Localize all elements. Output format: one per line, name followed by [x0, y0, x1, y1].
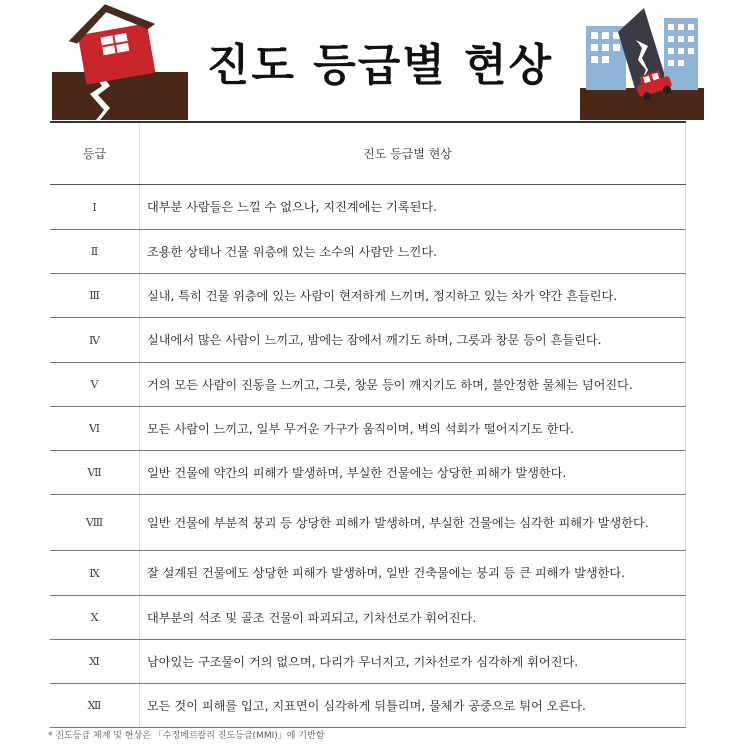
row-grade: Ⅺ — [50, 640, 140, 683]
row-grade: Ⅷ — [50, 495, 140, 550]
table-row — [50, 495, 686, 551]
row-description: 일반 건물에 약간의 피해가 발생하며, 부실한 건물에는 상당한 피해가 발생한다. — [140, 451, 686, 494]
header-description: 진도 등급별 현상 — [140, 123, 686, 184]
table-row — [50, 318, 686, 363]
row-description: 모든 것이 피해를 입고, 지표면이 심각하게 뒤틀리며, 물체가 공중으로 튀어 오른다. — [140, 684, 686, 727]
table-row — [50, 407, 686, 451]
table-row — [50, 640, 686, 684]
row-grade: Ⅹ — [50, 596, 140, 639]
intensity-table — [50, 121, 686, 728]
row-grade: Ⅰ — [50, 185, 140, 229]
collapsing-house-illustration — [50, 0, 190, 122]
row-grade: Ⅵ — [50, 407, 140, 450]
page-title: 진도 등급별 현상 — [206, 40, 554, 91]
table-row — [50, 230, 686, 274]
row-grade: Ⅻ — [50, 684, 140, 727]
table-row — [50, 684, 686, 728]
row-grade: Ⅲ — [50, 274, 140, 317]
table-row — [50, 363, 686, 407]
row-grade: Ⅶ — [50, 451, 140, 494]
row-description: 조용한 상태나 건물 위층에 있는 소수의 사람만 느낀다. — [140, 230, 686, 273]
table-row — [50, 551, 686, 596]
row-description: 잘 설계된 건물에도 상당한 피해가 발생하며, 일반 건축물에는 붕괴 등 큰 피해가 발생한다. — [140, 551, 686, 595]
row-description: 거의 모든 사람이 진동을 느끼고, 그릇, 창문 등이 깨지기도 하며, 불안정한 물체는 넘어진다. — [140, 363, 686, 406]
header-grade: 등급 — [50, 123, 140, 184]
row-description: 일반 건물에 부분적 붕괴 등 상당한 피해가 발생하며, 부실한 건물에는 심각한 피해가 발생한다. — [140, 495, 686, 550]
table-row — [50, 451, 686, 495]
row-description: 모든 사람이 느끼고, 일부 무거운 가구가 움직이며, 벽의 석회가 떨어지기도 한다. — [140, 407, 686, 450]
row-description: 대부분의 석조 및 골조 건물이 파괴되고, 기차선로가 휘어진다. — [140, 596, 686, 639]
row-description: 실내, 특히 건물 위층에 있는 사람이 현저하게 느끼며, 정지하고 있는 차가 약간 흔들린다. — [140, 274, 686, 317]
footnote: * 진도등급 체계 및 현상은 「수정메르칼리 진도등급(MMI)」에 기반함 — [48, 731, 325, 741]
table-header — [50, 123, 686, 185]
row-grade: Ⅴ — [50, 363, 140, 406]
table-row — [50, 185, 686, 230]
row-grade: Ⅸ — [50, 551, 140, 595]
row-grade: Ⅳ — [50, 318, 140, 362]
table-row — [50, 274, 686, 318]
collapsing-buildings-illustration — [578, 0, 706, 122]
row-description: 실내에서 많은 사람이 느끼고, 밤에는 잠에서 깨기도 하며, 그릇과 창문 등이 흔들린다. — [140, 318, 686, 362]
row-grade: Ⅱ — [50, 230, 140, 273]
row-description: 대부분 사람들은 느낄 수 없으나, 지진계에는 기록된다. — [140, 185, 686, 229]
table-row — [50, 596, 686, 640]
header — [0, 0, 756, 122]
row-description: 남아있는 구조물이 거의 없으며, 다리가 무너지고, 기차선로가 심각하게 휘어진다. — [140, 640, 686, 683]
